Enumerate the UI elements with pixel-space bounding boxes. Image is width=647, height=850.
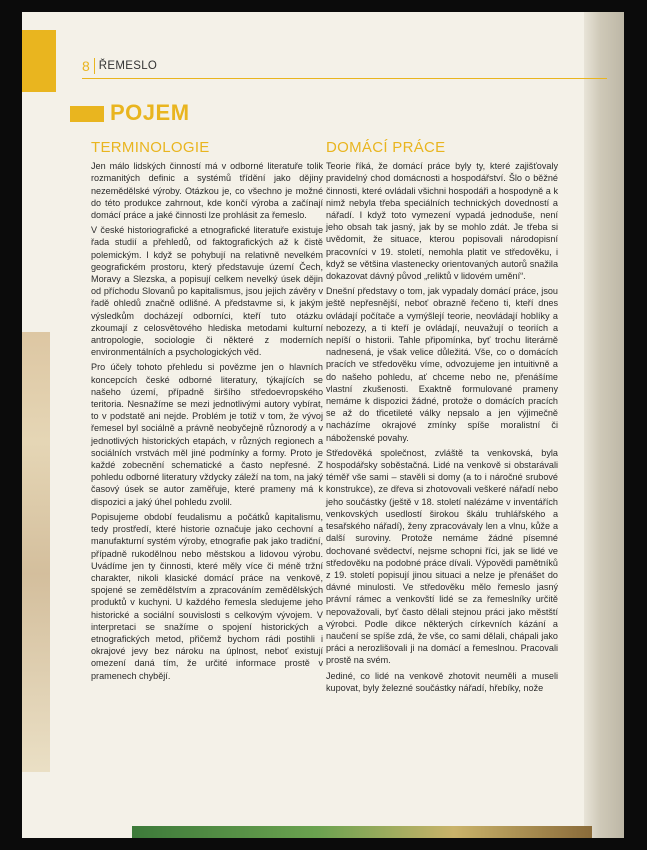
- paragraph: Středověká společnost, zvláště ta venkovská, byla hospodářsky soběstačná. Lidé na venkově si obstarávali téměř vše sami – stavěli si domy (a to i náročné srubové konstrukce), ze dřeva si zhotovovali veškeré nářadí nebo jeho součástky (ještě v 18. století nalézáme v inventářích venkovských usedlostí širokou škálu truhlářského a tesařského nářadí), ženy zpracovávaly len a vlnu, kůže a další suroviny. Protože nemáme žádné písemné dochované svědectví, nejsme schopni říci, jak se lidé ve středověku na podobné práce dívali. Výpovědi pamětníků z 19. století popisují jinou situaci a nelze je přenášet do dávné minulosti. Ve středověku mělo řemeslo jasný právní rámec a venkovští lidé se za řemeslníky určitě nepovažovali, byť často dělali stejnou práci jako městští výrobci. Podle dikce některých církevních kázání a naučení se spíše zdá, že vše, co sami dělali, chápali jako práci a nerozlišovali ji na domácí a řemeslnou. Pracovali prostě na svém.: [326, 447, 558, 666]
- page-number: 8: [82, 58, 90, 74]
- paragraph: Teorie říká, že domácí práce byly ty, které zajišťovaly pravidelný chod domácnosti a hospodářství. Šlo o běžné činnosti, které ovládali všichni hospodáři a hospodyně a k nimž nebyla třeba speciálních technických dovedností a nářadí. I když toto vymezení vypadá jednoduše, není jeho obsah tak jasný, jak by se mohlo zdát. Je třeba si uvědomit, že situace, kterou popisovali národopisní pracovníci v 19. století, nemohla platit ve středověku, i když se většina vlastenecky orientovaných autorů snažila dokazovat dávný původ „reliktů v lidovém umění“.: [326, 161, 558, 282]
- right-heading: DOMÁCÍ PRÁCE: [326, 139, 446, 156]
- left-column: [91, 139, 323, 685]
- title-marker: [70, 106, 104, 122]
- paragraph: Pro účely tohoto přehledu si povězme jen o hlavních koncepcích české odborné literatury, týkajících se našeho území, případně širšího středoevropského teritoria. Nesnažíme se mezi jednotlivými autory vybírat, to v podstatě ani nejde. Problém je totiž v tom, že vývoj řemesel byl sociálně a právně neobyčejně různorodý a v jednotlivých historických etapách, v různých regionech a sociálních vrstvách měl jiné podmínky a formy. Proto je každé zobecnění schematické a často nepřesné. Z pohledu odborné literatury vždycky záleží na tom, na jaký časový úsek se autor zaměřuje, které prameny má k dispozici a jaký úhel pohledu zvolil.: [91, 362, 323, 507]
- chapter-tab: [22, 30, 56, 92]
- header-rule: [82, 78, 607, 79]
- left-heading: TERMINOLOGIE: [91, 139, 210, 156]
- book-page: [22, 12, 624, 838]
- paragraph: Dnešní představy o tom, jak vypadaly domácí práce, jsou ještě nepřesnější, neboť obrazně řečeno ti, kteří dnes ovládají počítače a vymýšlejí teorie, neovládají hoblíky a nebozezy, a ti kteří je ovládají, neuvažují o teoriích a nepíší o historii. Tahle připomínka, byť trochu literárně nadnesená, je však velice důležitá. Vše, co o domácích pracích ve středověku víme, odvozujeme jen intuitivně a do našeho pohledu, ať chceme nebo ne, přenášíme vlastní zkušenosti. Exaktně formulované prameny nemáme k dispozici žádné, protože o domácích pracích se až do třicetileté války nepsalo a jen výjimečně nacházíme okrajové zmínky spíše moralistní či náboženské povahy.: [326, 286, 558, 443]
- bottom-photo-strip: [132, 826, 592, 838]
- right-column: [326, 139, 558, 697]
- gutter-photo-edge: [22, 332, 50, 772]
- paragraph: Jen málo lidských činností má v odborné literatuře tolik rozmanitých definic a systémů třídění jako dějiny nezemědělské výroby. Otázkou je, co všechno je možné do této produkce zahrnout, kde končí výroba a začínají domácí práce a jaké činnosti lze prohlásit za řemeslo.: [91, 161, 323, 221]
- paragraph: Jediné, co lidé na venkově zhotovit neuměli a museli kupovat, byly železné součástky nářadí, hřebíky, nože: [326, 670, 558, 693]
- header-divider: [94, 58, 95, 74]
- facing-page-edge: [584, 12, 624, 838]
- paragraph: Popisujeme období feudalismu a počátků kapitalismu, tedy prostředí, které historie označuje jako cechovní a manufakturní systém výroby, etnografie pak jako tradiční, případně rukodělnou nebo městskou a lidovou výrobu. Uvádíme jen ty činnosti, které měly více či méně tržní charakter, nikoli klasické domácí práce na venkově, spojené se zemědělstvím a zpracováním zemědělských produktů v kuchyni. U každého řemesla sledujeme jeho historické a sociální souvislosti s celkovým vývojem. V interpretaci se snažíme o spojení historických a etnografických metod, přičemž bychom rádi postihli i okrajové jevy bez nároku na úplnost, neboť existují omezení daná tím, že určité informace prostě v pramenech chybějí.: [91, 511, 323, 681]
- section-name: ŘEMESLO: [98, 60, 158, 72]
- running-header: [82, 58, 157, 74]
- paragraph: V české historiografické a etnografické literatuře existuje řada studií a přehledů, od faktografických až k čistě polemickým. I když se pohybují na relativně nevelkém geografickém prostoru, který představuje území Čech, Moravy a Slezska, a popisují celkem nevelký úsek dějin od příchodu Slovanů po kapitalismus, jsou jejich závěry v řadě ohledů značně odlišné. A představme si, k jakým výsledkům docházejí odborníci, kteří tuto otázku zkoumají z celosvětového hlediska metodami kulturní antropologie, sociologie či některé z moderních environmentálních a psychologických věd.: [91, 225, 323, 358]
- page-title: POJEM: [110, 100, 190, 125]
